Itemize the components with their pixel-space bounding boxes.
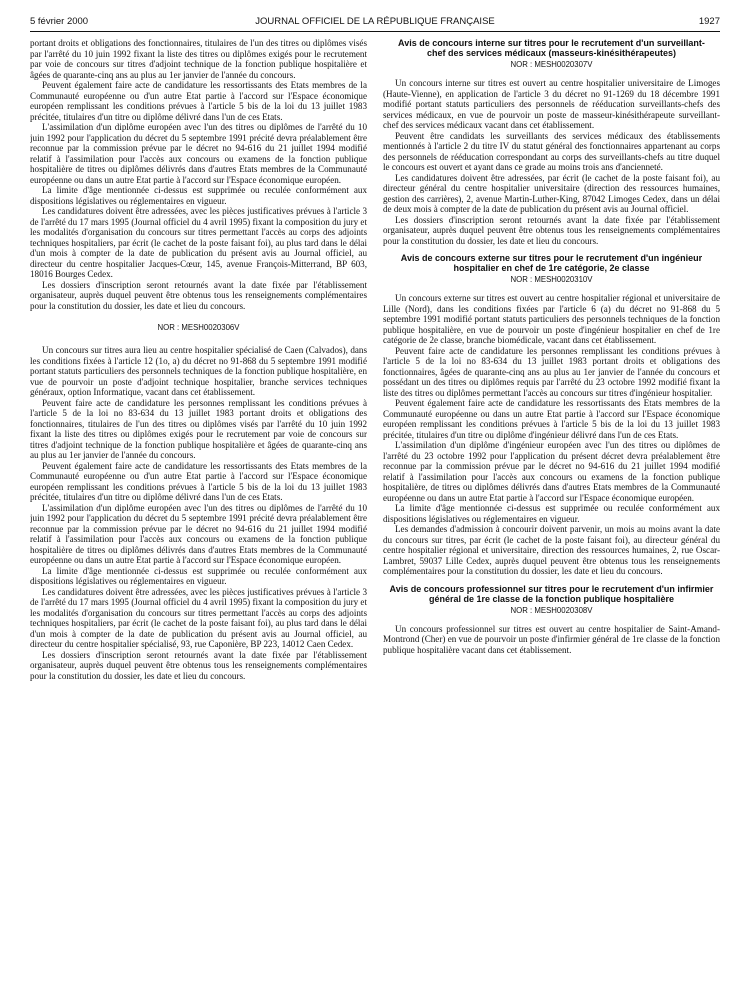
page-number: 1927: [698, 16, 720, 27]
paragraph: Les demandes d'admission à concourir doivent parvenir, un mois au moins avant la date du concours sur titres, par écrit (le cachet de la poste faisant foi), au directeur général du centre hospitalier régional et universitaire, direction des ressources humaines, 2, rue Oscar-Lambret, 59037 Lille Cedex, auprès duquel peuvent être obtenus tous les renseignements complémentaires pour la constitution du dossier, les date et lieu du concours.: [383, 524, 720, 576]
paragraph: L'assimilation d'un diplôme d'ingénieur européen avec l'un des titres ou diplômes de l'arrêté du 23 octobre 1992 pour l'application du présent décret devra préalablement être reconnue par la commission prévue par le décret no 94-616 du 21 juillet 1994 modifié relatif à l'assimilation pour l'accès aux concours ou examens de la fonction publique hospitalière, de titres ou diplômes délivrés dans d'autres Etats membres de la Communauté européenne ou dans un autre Etat partie à l'accord sur l'Espace économique européen.: [383, 440, 720, 503]
paragraph: Peuvent être candidats les surveillants des services médicaux des établissements mentionnés à l'article 2 du titre IV du statut général des fonctionnaires appartenant au corps des personnels de rééducation correspondant au corps des surveillants-chefs au titre duquel le concours est ouvert et ayant dans ce grade au moins trois ans d'ancienneté.: [383, 130, 720, 172]
notice-title: Avis de concours professionnel sur titres pour le recrutement d'un infirmier général de 1re classe de la fonction publique hospitalière: [389, 583, 714, 604]
paragraph: Peuvent également faire acte de candidature les ressortissants des Etats membres de la Communauté européenne ou dans un autre Etat partie à l'accord sur l'Espace économique européen remplissant les conditions prévues à l'article 5 bis de la loi du 13 juillet 1983 précitée, titulaires d'un titre ou diplôme d'ingénieur délivré dans l'un de ces Etats.: [383, 398, 720, 440]
notice-title: Avis de concours externe sur titres pour le recrutement d'un ingénieur hospitalier en chef de 1re catégorie, 2e classe: [400, 253, 703, 273]
paragraph: Peuvent également faire acte de candidature les ressortissants des Etats membres de la Communauté européenne ou d'un autre Etat partie à l'accord sur l'Espace économique européen remplissant les conditions prévues à l'article 5 bis de la loi du 13 juillet 1983 précitée, titulaires d'un titre ou diplôme délivré dans l'un de ces Etats.: [30, 80, 367, 122]
paragraph: La limite d'âge mentionnée ci-dessus est supprimée ou reculée conformément aux dispositions législatives ou réglementaires en vigueur.: [30, 565, 367, 586]
paragraph: Les dossiers d'inscription seront retournés avant la date fixée par l'établissement organisateur, auprès duquel peuvent être obtenus tous les renseignements complémentaires pour la constitution du dossier, les date et lieu du concours.: [30, 279, 367, 311]
paragraph: Les candidatures doivent être adressées, avec les pièces justificatives prévues à l'article 3 de l'arrêté du 17 mars 1995 (Journal officiel du 4 avril 1995) fixant la composition du jury et les modalités d'organisation du concours sur titres permettant l'accès au corps des adjoints techniques hospitaliers, par écrit (le cachet de la poste faisant foi), au plus tard dans le délai d'un mois à compter de la date de publication du présent avis au Journal officiel, au directeur du centre hospitalier spécialisé, 93, rue Caponière, BP 223, 14012 Caen Cedex.: [30, 586, 367, 649]
nor-reference: NOR : MESH0020310V: [510, 275, 593, 284]
paragraph: Peuvent faire acte de candidature les personnes remplissant les conditions prévues à l'article 5 de la loi no 83-634 du 13 juillet 1983 portant droits et obligations des fonctionnaires, titulaires de l'un des titres ou diplômes visés par l'arrêté du 10 juin 1992 fixant la liste des titres ou diplômes exigés pour le recrutement par voie de concours sur titres d'adjoint technique de la fonction publique hospitalière et âgées de quarante-cinq ans au plus au 1er janvier de l'année du concours.: [30, 397, 367, 460]
paragraph: Les dossiers d'inscription seront retournés avant la date fixée par l'établissement organisateur, auprès duquel peuvent être obtenus tous les renseignements complémentaires pour la constitution du dossier, les date et lieu du concours.: [383, 214, 720, 246]
page-header: [30, 16, 720, 32]
paragraph: Les dossiers d'inscription seront retournés avant la date fixée par l'établissement organisateur, auprès duquel peuvent être obtenus tous les renseignements complémentaires pour la constitution du dossier, les date et lieu du concours.: [30, 649, 367, 681]
header-rule: [30, 31, 720, 32]
paragraph: L'assimilation d'un diplôme européen avec l'un des titres ou diplômes de l'arrêté du 10 juin 1992 pour l'application du décret du 5 septembre 1991 précité devra préalablement être reconnue par la commission prévue par le décret no 94-616 du 21 juillet 1994 modifié relatif à l'assimilation pour l'accès aux concours ou examens de la fonction publique hospitalière de titres ou diplômes délivrés dans d'autres Etats membres de la Communauté européenne ou dans un autre Etat partie à l'accord sur l'Espace économique européen.: [30, 502, 367, 565]
paragraph: Un concours interne sur titres est ouvert au centre hospitalier universitaire de Limoges (Haute-Vienne), en application de l'article 3 du décret no 91-1269 du 18 décembre 1991 modifié portant statuts particuliers des personnels de rééducation surveillants-chefs des services médicaux, en vue de pourvoir un poste de masseur-kinésithérapeute surveillant-chef des services médicaux vacant dans cet établissement.: [383, 78, 720, 130]
notice-title: Avis de concours interne sur titres pour le recrutement d'un surveillant-chef des services médicaux (masseurs-kinésithérapeutes): [398, 38, 705, 58]
nor-reference: NOR : MESH0020307V: [510, 60, 593, 69]
paragraph: L'assimilation d'un diplôme européen avec l'un des titres ou diplômes de l'arrêté du 10 juin 1992 pour l'application du décret du 5 septembre 1991 précité devra préalablement être reconnue par la commission prévue par le décret no 94-616 du 21 juillet 1994 modifié relatif à l'assimilation pour l'accès aux concours ou examens de la fonction publique hospitalière de titres ou diplômes délivrés dans d'autres Etats membres de la Communauté européenne ou dans un autre Etat partie à l'accord sur l'Espace économique européen.: [30, 122, 367, 185]
paragraph: Les candidatures doivent être adressées, avec les pièces justificatives prévues à l'article 3 de l'arrêté du 17 mars 1995 (Journal officiel du 4 avril 1995) fixant la composition du jury et les modalités d'organisation du concours sur titres permettant l'accès au corps des adjoints techniques hospitaliers, par écrit (le cachet de la poste faisant foi), au plus tard dans le délai d'un mois à compter de la date de publication du présent avis au Journal officiel, au directeur du centre hospitalier Jacques-Cœur, 145, avenue François-Mitterrand, BP 603, 18016 Bourges Cedex.: [30, 206, 367, 279]
left-column: [30, 38, 367, 978]
paragraph: Un concours sur titres aura lieu au centre hospitalier spécialisé de Caen (Calvados), dans les conditions fixées à l'article 12 (1o, a) du décret no 91-868 du 5 septembre 1991 modifié portant statuts particuliers des personnels techniques de la fonction publique hospitalière, en vue de pourvoir un poste d'adjoint technique hospitalier, branche services techniques généraux, option Informatique, vacant dans cet établissement.: [30, 345, 367, 397]
paragraph: La limite d'âge mentionnée ci-dessus est supprimée ou reculée conformément aux dispositions législatives ou réglementaires en vigueur.: [30, 185, 367, 206]
paragraph: Peuvent faire acte de candidature les personnes remplissant les conditions prévues à l'article 5 de la loi no 83-634 du 13 juillet 1983 portant droits et obligations des fonctionnaires, âgées de quarante-cinq ans au plus au 1er janvier de l'année du concours et possédant un des titres ou diplômes requis par l'arrêté du 23 octobre 1992 modifié fixant la liste des titres ou diplômes permettant l'accès au concours sur titres d'ingénieur hospitalier.: [383, 345, 720, 398]
nor-reference: NOR : MESH0020306V: [157, 323, 240, 332]
journal-title: JOURNAL OFFICIEL DE LA RÉPUBLIQUE FRANÇAISE: [255, 16, 495, 27]
paragraph: Un concours externe sur titres est ouvert au centre hospitalier régional et universitaire de Lille (Nord), dans les conditions fixées par l'article 6 (a) du décret no 91-868 du 5 septembre 1991 modifié portant statuts particuliers des personnels techniques de la fonction publique hospitalière, en vue de pourvoir un poste d'ingénieur hospitalier en chef de 1re catégorie de 2e classe, branche biomédicale, vacant dans cet établissement.: [383, 293, 720, 345]
paragraph: Un concours professionnel sur titres est ouvert au centre hospitalier de Saint-Amand-Montrond (Cher) en vue de pourvoir un poste d'infirmier général de 1re classe de la fonction publique hospitalière vacant dans cet établissement.: [383, 623, 720, 655]
paragraph: portant droits et obligations des fonctionnaires, titulaires de l'un des titres ou diplômes visés par l'arrêté du 10 juin 1992 fixant la liste des titres ou diplômes exigés pour le recrutement par voie de concours sur titres d'adjoint technique de la fonction publique hospitalière et âgées de quarante-cinq ans au plus au 1er janvier de l'année du concours.: [30, 38, 367, 80]
right-column: [383, 38, 720, 978]
paragraph: Les candidatures doivent être adressées, par écrit (le cachet de la poste faisant foi), au directeur général du centre hospitalier universitaire (direction des ressources humaines, gestion des carrières), 2, avenue Martin-Luther-King, 87042 Limoges Cedex, dans un délai de deux mois à compter de la date de publication du présent avis au Journal officiel.: [383, 172, 720, 214]
paragraph: Peuvent également faire acte de candidature les ressortissants des Etats membres de la Communauté européenne ou d'un autre Etat partie à l'accord sur l'Espace économique européen remplissant les conditions prévues à l'article 5 bis de la loi du 13 juillet 1983 précitée, titulaires d'un titre ou diplôme délivré dans l'un de ces Etats.: [30, 460, 367, 502]
nor-reference: NOR : MESH0020308V: [510, 605, 593, 615]
publication-date: 5 février 2000: [30, 16, 89, 27]
paragraph: La limite d'âge mentionnée ci-dessus est supprimée ou reculée conformément aux dispositions législatives ou réglementaires en vigueur.: [383, 503, 720, 524]
